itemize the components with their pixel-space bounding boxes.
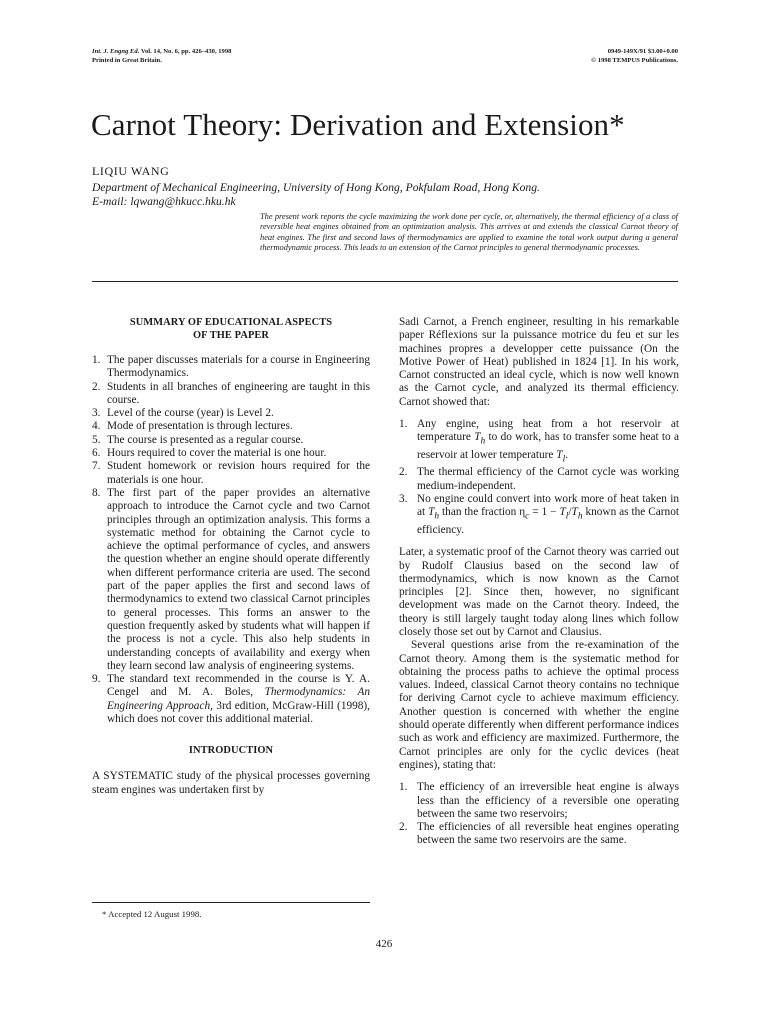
item-text: No engine could convert into work more of heat taken in at [417, 493, 679, 519]
list-item [92, 434, 370, 447]
item-text: The efficiencies of all reversible heat engines operating between the same two reservoirs are the same. [417, 821, 679, 847]
math-subscript: h [434, 511, 440, 522]
item-number: 7. [92, 460, 101, 473]
list-item [92, 381, 370, 408]
item-text: / [568, 506, 572, 519]
math-symbol: T [559, 506, 566, 519]
item-text: . [565, 448, 569, 461]
copyright: © 1998 TEMPUS Publications. [591, 57, 678, 64]
journal-name: Int. J. Engng Ed. [92, 48, 140, 55]
math-subscript: c [525, 511, 530, 522]
spacer [399, 409, 679, 418]
list-item [92, 354, 370, 381]
item-number: 3. [92, 407, 101, 420]
item-text: Students in all branches of engineering are taught in this course. [107, 380, 370, 406]
paragraph: Several questions arise from the re-examination of the Carnot theory. Among them is the systematic method for obtaining the process paths to achieve the optimal process values. Indeed, classical Carnot theory contains no technique for deriving Carnot cycle to achieve maximum efficiency. Another question is concerned with whether the engine should operate differently when different performance indices such as work and efficiency are maximized. Furthermore, the Carnot principles are only for the cyclic devices (heat engines), stating that: [399, 639, 680, 771]
list-item [92, 420, 370, 433]
introduction-lead: A SYSTEMATIC study of the physical processes governing steam engines was undertaken first by [92, 770, 370, 796]
item-text: The thermal efficiency of the Carnot cycle was working medium-independent. [417, 466, 679, 492]
list-item [92, 487, 370, 673]
item-text: known as the Carnot efficiency. [417, 506, 679, 536]
item-number: 4. [92, 420, 101, 433]
list-item [92, 460, 370, 487]
introduction-heading: INTRODUCTION [188, 745, 274, 757]
journal-header-left [92, 47, 231, 65]
journal-volume: Vol. 14, No. 6, pp. 426–430, 1998 [140, 48, 232, 55]
math-subscript: l [562, 454, 566, 465]
item-text: Hours required to cover the material is one hour. [107, 447, 327, 460]
paragraph: Later, a systematic proof of the Carnot theory was carried out by Rudolf Clausius based on the second law of thermodynamics, which is now known as the Carnot principles [2]. Since then, however, no significant development was made on the Carnot theory. Indeed, the theory is still largely taught today along lines which follow closely those set out by Carnot and Clausius. [399, 546, 679, 638]
item-number: 2. [399, 821, 408, 834]
math-subscript: l [565, 511, 569, 522]
left-column [92, 316, 370, 797]
item-text: than the fraction η [439, 506, 526, 519]
carnot-principles-list [399, 781, 679, 847]
list-item [399, 781, 679, 821]
math-symbol: T [428, 506, 435, 519]
paper-title: Carnot Theory: Derivation and Extension* [91, 107, 625, 142]
item-number: 9. [92, 673, 101, 686]
paragraph: Sadi Carnot, a French engineer, resulting in his remarkable paper Réflexions sur la puissance motrice du feu et sur les machines propres a developper cette puissance (On the Motive Power of Heat) published in 1824 [1]. In his work, Carnot constructed an ideal cycle, which is now well known as the Carnot cycle, and analyzed its thermal efficiency. Carnot showed that: [399, 316, 679, 408]
math-symbol: T [571, 506, 578, 519]
item-text: The standard text recommended in the course is Y. A. Cengel and M. A. Boles, [107, 673, 370, 699]
issn-price: 0949-149X/91 $3.00+0.00 [607, 48, 678, 55]
printed-in: Printed in Great Britain. [92, 57, 162, 64]
item-text: The efficiency of an irreversible heat engine is always less than the efficiency of a reversible one operating between the same two reservoirs; [417, 781, 679, 820]
journal-header-right [591, 47, 678, 65]
right-column [399, 316, 679, 848]
footnote-divider [92, 902, 370, 903]
item-text: Level of the course (year) is Level 2. [107, 407, 274, 420]
list-item [399, 493, 679, 537]
math-subscript: h [577, 511, 583, 522]
item-number: 6. [92, 447, 101, 460]
summary-list [92, 354, 370, 726]
item-number: 8. [92, 486, 101, 499]
summary-heading [92, 316, 370, 342]
list-item [399, 821, 679, 848]
math-symbol: T [556, 448, 563, 461]
item-text-tail: , 3rd edition, McGraw-Hill (1998), which does not cover this additional material. [107, 699, 370, 726]
item-text: The course is presented as a regular course. [107, 433, 304, 446]
item-text: The paper discusses materials for a course in Engineering Thermodynamics. [107, 354, 370, 380]
list-item [92, 447, 370, 460]
item-number: 1. [399, 781, 408, 794]
textbook-title: Thermodynamics: An Engineering Approach [107, 686, 370, 712]
author-email: E-mail: lqwang@hkucc.hku.hk [92, 195, 236, 208]
item-text: Any engine, using heat from a hot reservoir at temperature [417, 418, 679, 444]
item-number: 5. [92, 433, 101, 446]
header-divider [92, 281, 678, 282]
list-item [399, 466, 679, 493]
item-number: 1. [92, 354, 101, 366]
list-item [399, 418, 679, 466]
abstract: The present work reports the cycle maximizing the work done per cycle, or, alternatively, the thermal efficiency of a class of reversible heat engines obtained from an optimization analysis. This arrives at and extends the classical Carnot theory of heat engines. The first and second laws of thermodynamics are applied to examine the total work output during a general thermodynamic process. This leads to an extension of the Carnot principles to general thermodynamic processes. [260, 212, 678, 252]
math-symbol: T [474, 431, 481, 444]
author-affiliation-block [92, 181, 540, 209]
summary-heading-text: SUMMARY OF EDUCATIONAL ASPECTS OF THE PAPER [129, 317, 333, 341]
author-name: LIQIU WANG [92, 164, 170, 178]
item-text: = 1 − [529, 506, 560, 519]
list-item [92, 407, 370, 420]
spacer [399, 772, 679, 781]
carnot-findings-list [399, 418, 679, 537]
item-number: 3. [399, 493, 408, 506]
spacer [399, 537, 679, 546]
item-number: 2. [399, 466, 408, 479]
item-number: 1. [399, 418, 408, 431]
affiliation: Department of Mechanical Engineering, University of Hong Kong, Pokfulam Road, Hong Kong. [92, 181, 540, 194]
item-text: to do work, has to transfer some heat to a reservoir at lower temperature [417, 431, 679, 461]
math-subscript: h [480, 436, 486, 447]
item-text: Mode of presentation is through lectures. [107, 420, 293, 433]
page-number: 426 [375, 938, 393, 950]
item-text: Student homework or revision hours required for the materials is one hour. [107, 460, 370, 486]
footnote: * Accepted 12 August 1998. [102, 909, 202, 919]
journal-citation [92, 47, 231, 56]
item-number: 2. [92, 380, 101, 393]
list-item [92, 673, 370, 726]
item-text: The first part of the paper provides an alternative approach to introduce the Carnot cycle and two Carnot principles through an optimization analysis. This forms a systematic method for obtaining the Carnot cycle to achieve the optimal performance of cycles, and answers the question whether an engine should operate differently when different performance criteria are used. The second part of the paper applies the first and second laws of thermodynamics to extend two classical Carnot principles to general processes. This forms an answer to the question frequently asked by students what will happen if the process is not a cycle. This also help students in understanding concepts of availability and exergy when they learn second law analysis of engineering systems. [107, 486, 370, 672]
